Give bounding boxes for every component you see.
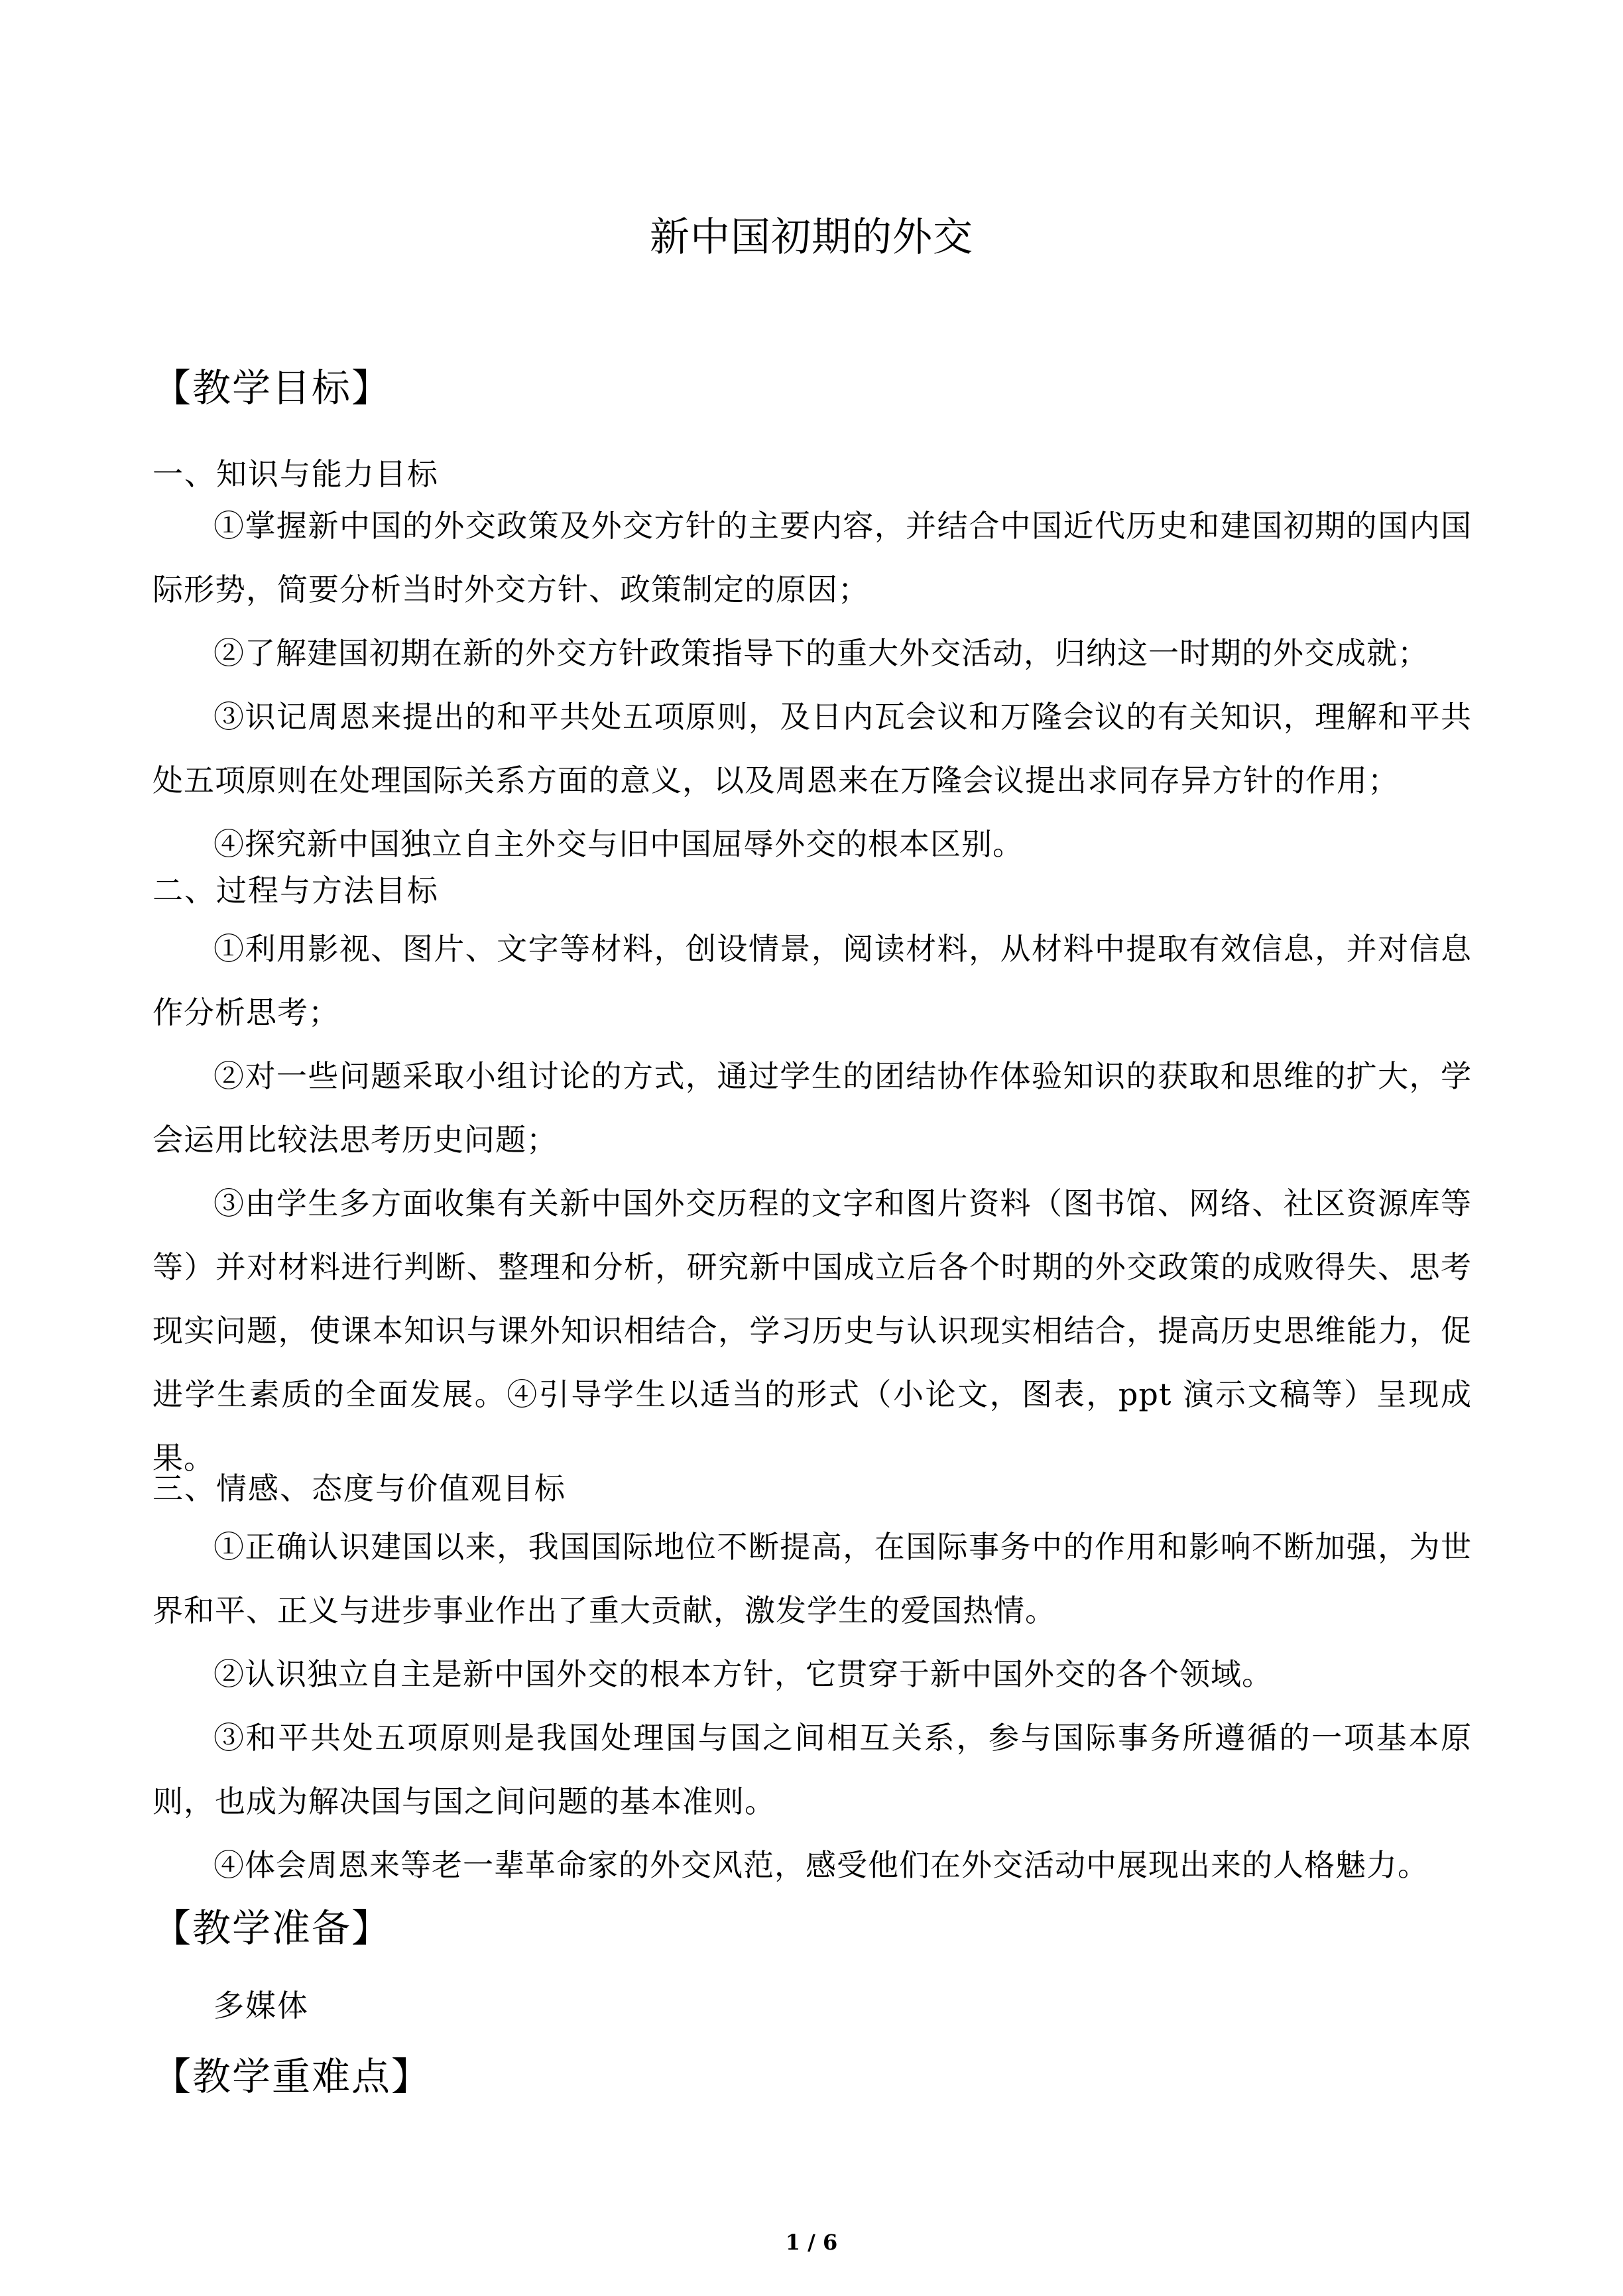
values-item-2: ②认识独立自主是新中国外交的根本方针，它贯穿于新中国外交的各个领域。	[213, 1656, 1273, 1692]
values-item-3: ③和平共处五项原则是我国处理国与国之间相互关系，参与国际事务所遵循的一项基本原则，也成为解决国与国之间问题的基本准则。	[152, 1720, 1472, 1819]
page-title: 新中国初期的外交	[650, 214, 973, 261]
knowledge-heading: 一、知识与能力目标	[152, 456, 439, 492]
process-item-2: ②对一些问题采取小组讨论的方式，通过学生的团结协作体验知识的获取和思维的扩大，学会运用比较法思考历史问题；	[152, 1058, 1472, 1158]
keypoints-heading: 【教学重难点】	[152, 2054, 432, 2099]
knowledge-item-1: ①掌握新中国的外交政策及外交方针的主要内容，并结合中国近代历史和建国初期的国内国际形势，简要分析当时外交方针、政策制定的原因；	[152, 508, 1472, 607]
process-item-1: ①利用影视、图片、文字等材料，创设情景，阅读材料，从材料中提取有效信息，并对信息作分析思考；	[152, 931, 1472, 1030]
process-heading: 二、过程与方法目标	[152, 873, 439, 908]
objectives-heading: 【教学目标】	[152, 365, 392, 410]
values-heading: 三、情感、态度与价值观目标	[152, 1471, 566, 1506]
knowledge-item-4: ④探究新中国独立自主外交与旧中国屈辱外交的根本区别。	[213, 826, 1024, 862]
values-item-1: ①正确认识建国以来，我国国际地位不断提高，在国际事务中的作用和影响不断加强，为世界和平、正义与进步事业作出了重大贡献，激发学生的爱国热情。	[152, 1529, 1472, 1628]
preparation-text: 多媒体	[213, 1988, 309, 2024]
preparation-heading: 【教学准备】	[152, 1905, 392, 1951]
knowledge-item-2: ②了解建国初期在新的外交方针政策指导下的重大外交活动，归纳这一时期的外交成就；	[213, 635, 1429, 671]
page-number: 1 / 6	[785, 2230, 838, 2255]
knowledge-item-3: ③识记周恩来提出的和平共处五项原则，及日内瓦会议和万隆会议的有关知识，理解和平共处五项原则在处理国际关系方面的意义，以及周恩来在万隆会议提出求同存异方针的作用；	[152, 699, 1472, 798]
values-item-4: ④体会周恩来等老一辈革命家的外交风范，感受他们在外交活动中展现出来的人格魅力。	[213, 1847, 1429, 1883]
process-item-3: ③由学生多方面收集有关新中国外交历程的文字和图片资料（图书馆、网络、社区资源库等等）并对材料进行判断、整理和分析，研究新中国成立后各个时期的外交政策的成败得失、思考现实问题，使课本知识与课外知识相结合，学习历史与认识现实相结合，提高历史思维能力，促进学生素质的全面发展。④引导学生以适当的形式（小论文，图表，ppt 演示文稿等）呈现成果。	[152, 1185, 1472, 1476]
